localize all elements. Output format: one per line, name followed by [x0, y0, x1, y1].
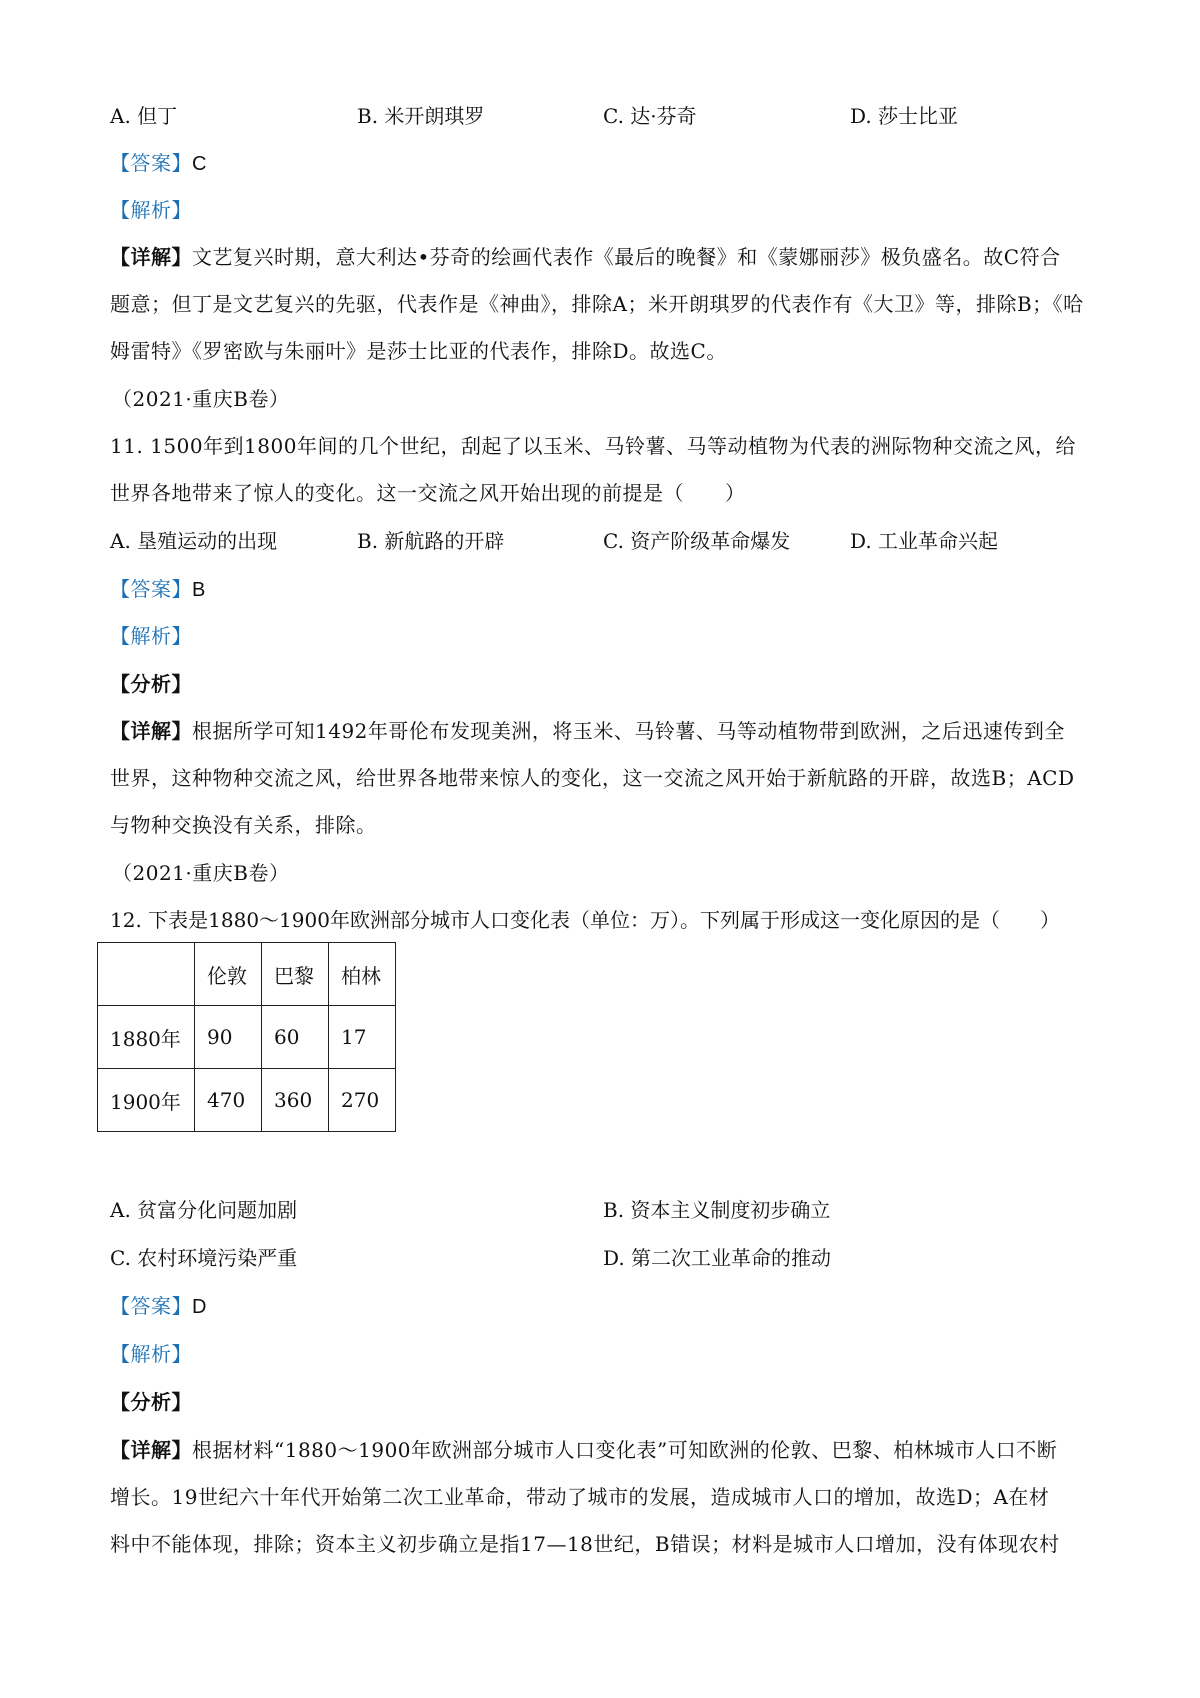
answer-label: 【答案】 [110, 577, 192, 601]
q11-detail-line-3: 与物种交换没有关系，排除。 [110, 813, 377, 837]
q12-answer-line [110, 1292, 207, 1321]
table-header-cell: 伦敦 [195, 943, 262, 1006]
q11-source: （2021·重庆B卷） [112, 387, 290, 411]
q12-detail-line-3: 料中不能体现，排除；资本主义初步确立是指17—18世纪，B错误；材料是城市人口增加，没有体现农村 [110, 1532, 1060, 1556]
q10-detail-line-3: 姆雷特》《罗密欧与朱丽叶》是莎士比亚的代表作，排除D。故选C。 [110, 339, 727, 363]
answer-label: 【答案】 [110, 151, 192, 175]
detail-text: 根据所学可知1492年哥伦布发现美洲，将玉米、马铃薯、马等动植物带到欧洲，之后迅速传到全 [192, 719, 1065, 743]
table-row [98, 1006, 396, 1069]
table-cell: 470 [195, 1069, 262, 1132]
q12-option-a: A. 贫富分化问题加剧 [110, 1198, 298, 1222]
q10-option-a: A. 但丁 [110, 104, 178, 128]
detail-text: 根据材料“1880～1900年欧洲部分城市人口变化表”可知欧洲的伦敦、巴黎、柏林城市人口不断 [192, 1438, 1058, 1462]
table-cell: 360 [262, 1069, 329, 1132]
table-cell: 270 [329, 1069, 396, 1132]
population-table [97, 942, 396, 1132]
table-header-cell: 柏林 [329, 943, 396, 1006]
q11-fenxi-label: 【分析】 [110, 672, 192, 696]
q10-detail-line-2: 题意；但丁是文艺复兴的先驱，代表作是《神曲》，排除A；米开朗琪罗的代表作有《大卫》等，排除B；《哈 [110, 292, 1084, 316]
detail-text: 文艺复兴时期，意大利达•芬奇的绘画代表作《最后的晚餐》和《蒙娜丽莎》极负盛名。故C符合 [192, 245, 1061, 269]
table-cell: 90 [195, 1006, 262, 1069]
q11-option-c: C. 资产阶级革命爆发 [603, 529, 791, 553]
table-cell: 17 [329, 1006, 396, 1069]
detail-label: 【详解】 [110, 245, 192, 269]
q12-option-b: B. 资本主义制度初步确立 [603, 1198, 831, 1222]
q11-answer-line [110, 575, 206, 604]
answer-value: B [192, 579, 206, 601]
answer-value: C [192, 153, 207, 175]
q11-analysis-label: 【解析】 [110, 624, 192, 648]
q12-detail-line-2: 增长。19世纪六十年代开始第二次工业革命，带动了城市的发展，造成城市人口的增加，故选D；A在材 [110, 1485, 1050, 1509]
q11-detail-line-1 [110, 717, 1065, 745]
q11-option-d: D. 工业革命兴起 [850, 529, 999, 553]
answer-value: D [192, 1296, 207, 1318]
q10-option-d: D. 莎士比亚 [850, 104, 959, 128]
table-cell: 60 [262, 1006, 329, 1069]
q11-option-a: A. 垦殖运动的出现 [110, 529, 278, 553]
table-header-row [98, 943, 396, 1006]
q10-answer-line [110, 149, 207, 178]
table-row-header: 1900年 [98, 1069, 195, 1132]
q12-analysis-label: 【解析】 [110, 1342, 192, 1366]
q12-option-d: D. 第二次工业革命的推动 [603, 1246, 832, 1270]
q10-option-b: B. 米开朗琪罗 [357, 104, 485, 128]
q12-source: （2021·重庆B卷） [112, 861, 290, 885]
q11-detail-line-2: 世界，这种物种交流之风，给世界各地带来惊人的变化，这一交流之风开始于新航路的开辟，故选B；ACD [110, 766, 1075, 790]
q11-stem-line-1: 11. 1500年到1800年间的几个世纪，刮起了以玉米、马铃薯、马等动植物为代表的洲际物种交流之风，给 [110, 434, 1076, 458]
q12-fenxi-label: 【分析】 [110, 1390, 192, 1414]
q10-detail-line-1 [110, 243, 1061, 271]
q11-option-b: B. 新航路的开辟 [357, 529, 505, 553]
detail-label: 【详解】 [110, 719, 192, 743]
table-row [98, 1069, 396, 1132]
q11-stem-line-2: 世界各地带来了惊人的变化。这一交流之风开始出现的前提是（ ） [110, 481, 746, 505]
answer-label: 【答案】 [110, 1294, 192, 1318]
q10-analysis-label: 【解析】 [110, 198, 192, 222]
table-header-cell: 巴黎 [262, 943, 329, 1006]
table-corner-cell [98, 943, 195, 1006]
q10-option-c: C. 达·芬奇 [603, 104, 697, 128]
table-row-header: 1880年 [98, 1006, 195, 1069]
q12-stem: 12. 下表是1880～1900年欧洲部分城市人口变化表（单位：万）。下列属于形成这一变化原因的是（ ） [110, 908, 1060, 932]
q12-option-c: C. 农村环境污染严重 [110, 1246, 298, 1270]
detail-label: 【详解】 [110, 1438, 192, 1462]
q12-detail-line-1 [110, 1436, 1057, 1464]
